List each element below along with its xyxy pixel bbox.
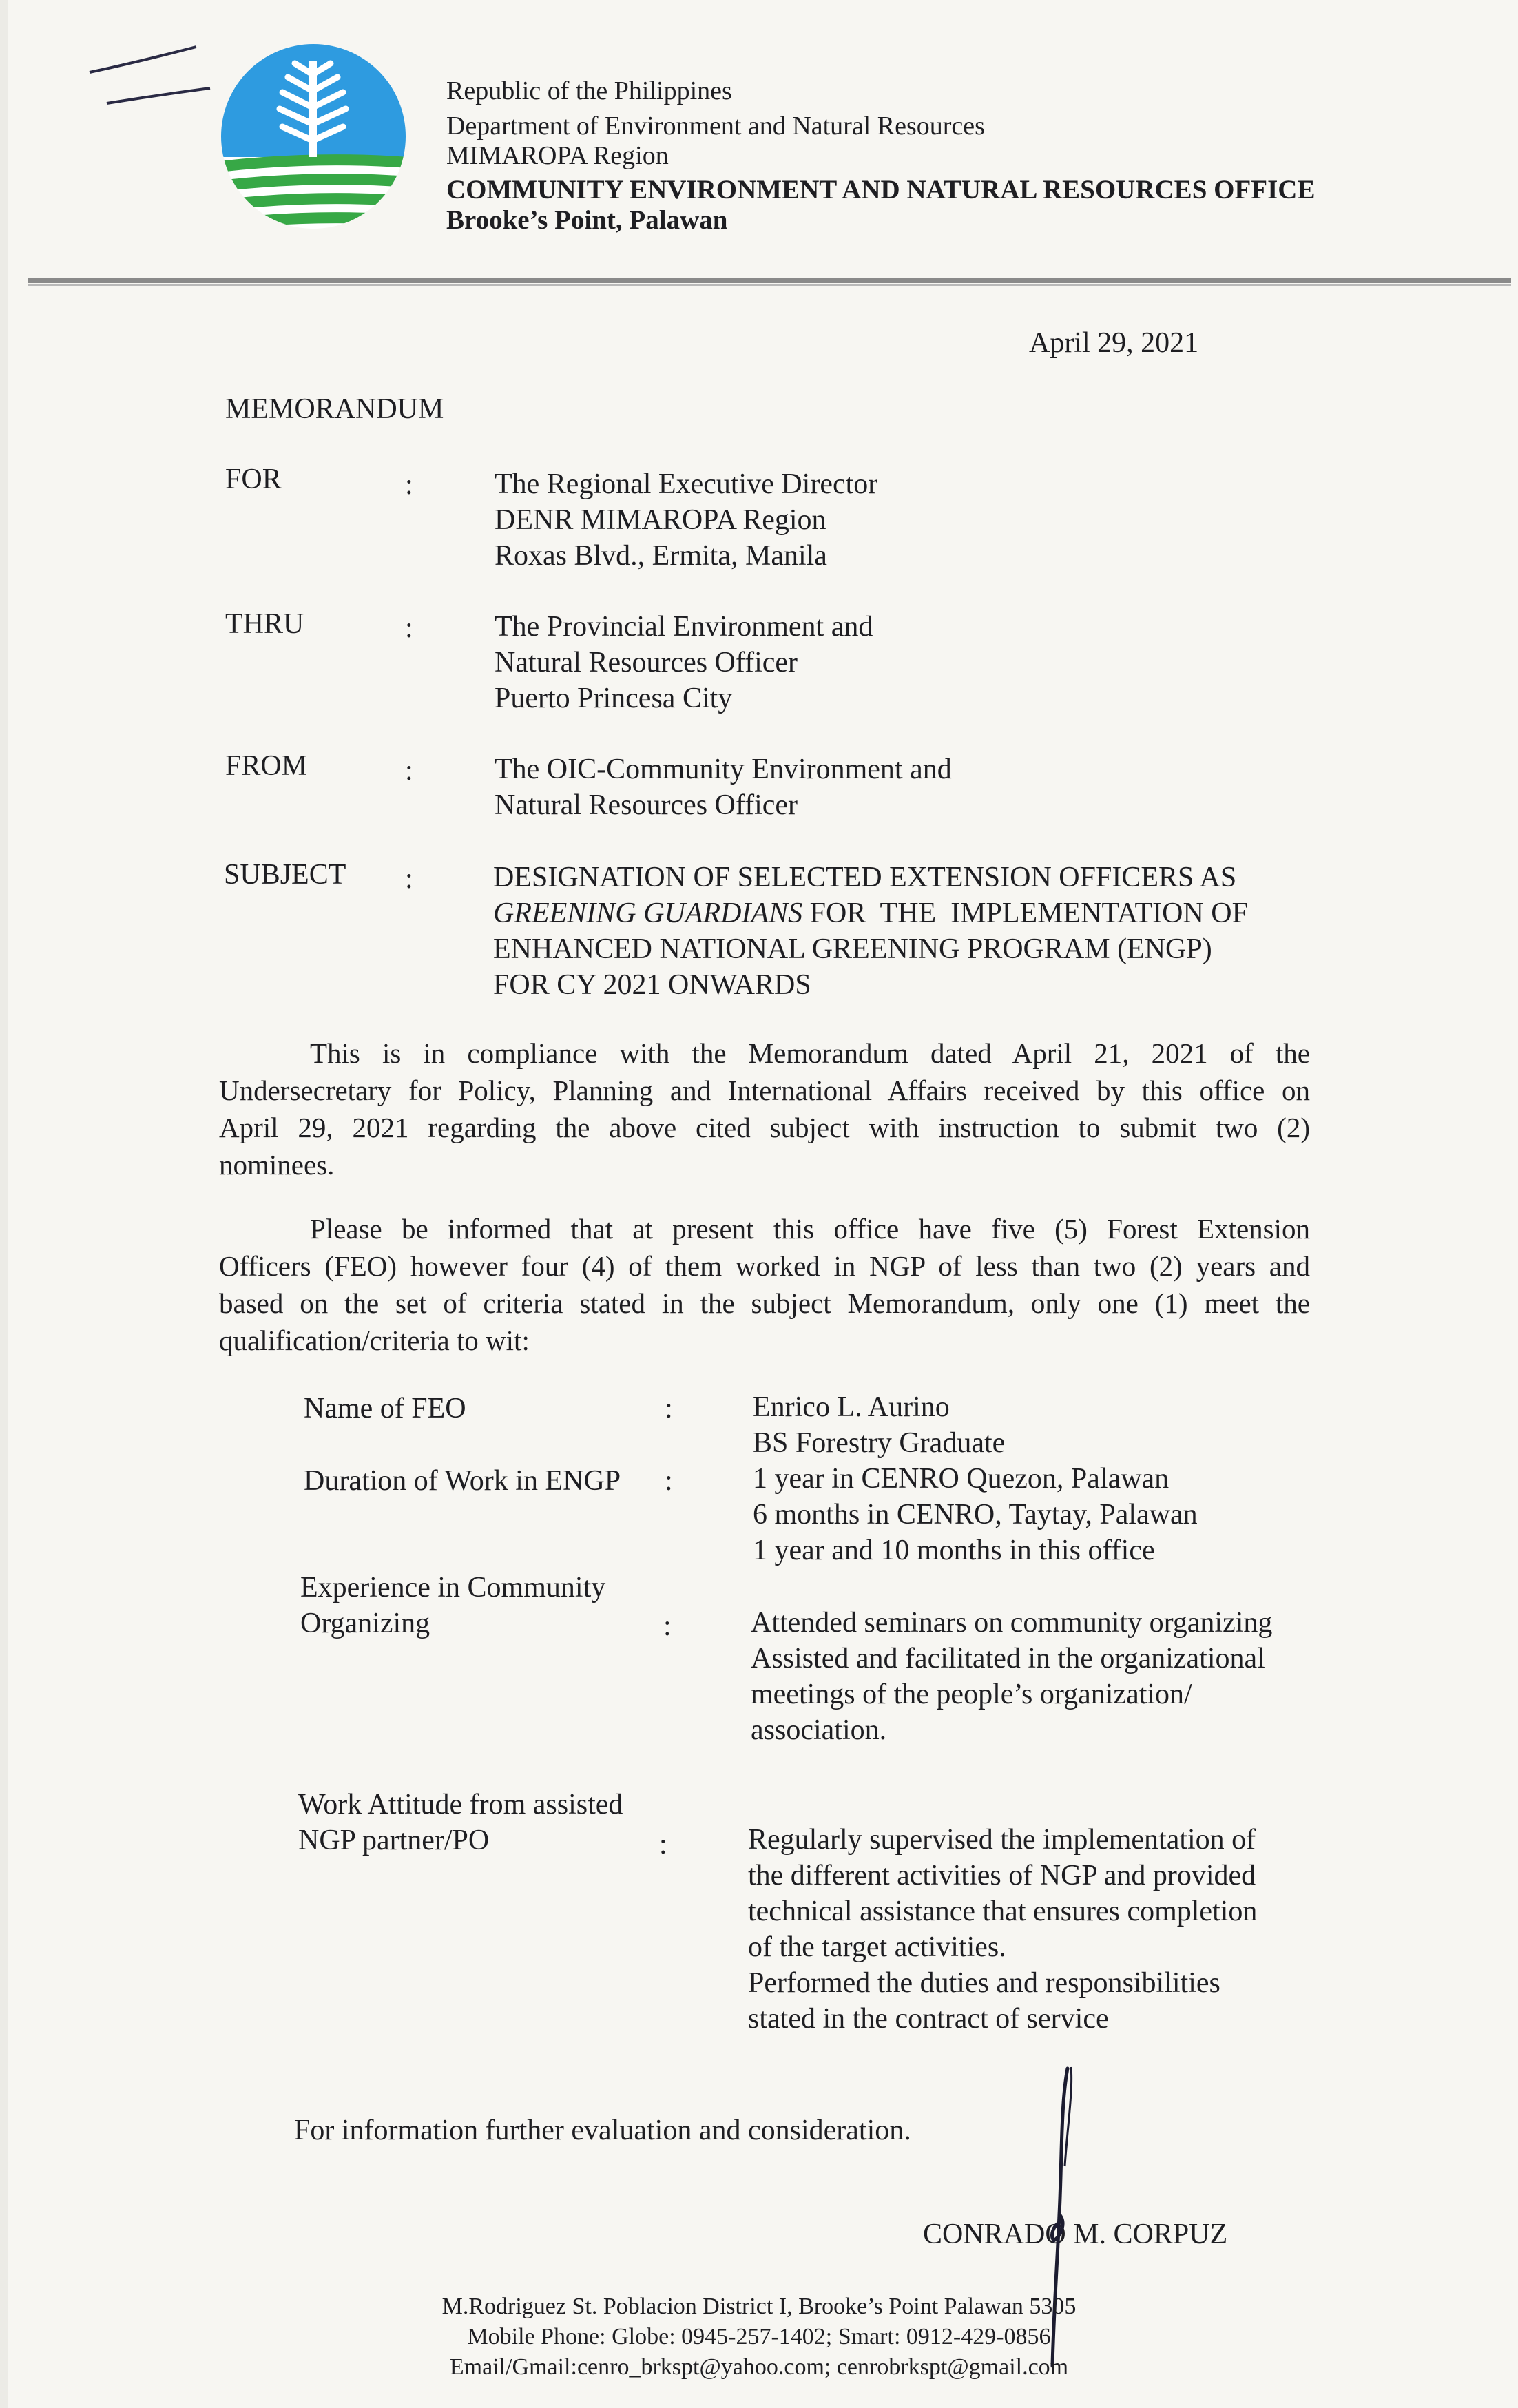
feo-attitude-label: Work Attitude from assisted bbox=[298, 1789, 623, 1820]
paragraph-1-line: nominees. bbox=[219, 1149, 335, 1181]
header-republic: Republic of the Philippines bbox=[446, 76, 732, 105]
subject-label: SUBJECT bbox=[224, 859, 346, 891]
for-line-1: The Regional Executive Director bbox=[495, 468, 878, 500]
for-line-2: DENR MIMAROPA Region bbox=[495, 504, 826, 536]
paragraph-compliance bbox=[219, 1035, 1310, 1183]
thru-line-1: The Provincial Environment and bbox=[495, 611, 873, 643]
subject-line-2-rest: FOR THE IMPLEMENTATION OF bbox=[802, 897, 1248, 929]
feo-attitude-line: stated in the contract of service bbox=[748, 2003, 1109, 2035]
page-edge-shadow bbox=[0, 0, 8, 2408]
for-colon: : bbox=[405, 469, 413, 501]
feo-experience-colon: : bbox=[663, 1610, 672, 1642]
feo-attitude-colon: : bbox=[659, 1829, 667, 1860]
paragraph-2-line: qualification/criteria to wit: bbox=[219, 1325, 530, 1356]
paragraph-1-line: This is in compliance with the Memorandum dated April 21, 2021 of the bbox=[310, 1037, 1310, 1069]
feo-attitude-line: the different activities of NGP and provided bbox=[748, 1860, 1256, 1891]
subject-line-1: DESIGNATION OF SELECTED EXTENSION OFFICERS AS bbox=[493, 862, 1237, 893]
header-rule-thin bbox=[28, 284, 1511, 286]
feo-experience-line: association. bbox=[751, 1714, 887, 1746]
signatory-name: CONRADO M. CORPUZ bbox=[923, 2219, 1228, 2250]
for-line-3: Roxas Blvd., Ermita, Manila bbox=[495, 540, 827, 572]
feo-duration-label: Duration of Work in ENGP bbox=[304, 1465, 621, 1497]
feo-attitude-label: NGP partner/PO bbox=[298, 1825, 490, 1856]
header-department: Department of Environment and Natural Resources bbox=[446, 112, 985, 141]
subject-line-4: FOR CY 2021 ONWARDS bbox=[493, 969, 811, 1001]
feo-name-colon: : bbox=[665, 1393, 673, 1424]
feo-name-label: Name of FEO bbox=[304, 1393, 466, 1424]
from-line-1: The OIC-Community Environment and bbox=[495, 754, 952, 785]
feo-experience-line: Attended seminars on community organizing bbox=[751, 1607, 1273, 1639]
feo-experience-line: meetings of the people’s organization/ bbox=[751, 1679, 1192, 1710]
from-line-2: Natural Resources Officer bbox=[495, 789, 798, 821]
paragraph-2-line: Officers (FEO) however four (4) of them worked in NGP of less than two (2) years and bbox=[219, 1250, 1310, 1282]
feo-attitude-line: Regularly supervised the implementation of bbox=[748, 1824, 1256, 1856]
handwritten-mark bbox=[83, 41, 220, 117]
thru-colon: : bbox=[405, 612, 413, 644]
memo-date: April 29, 2021 bbox=[1029, 327, 1199, 359]
subject-line-3: ENHANCED NATIONAL GREENING PROGRAM (ENGP) bbox=[493, 933, 1212, 965]
feo-experience-label: Experience in Community bbox=[300, 1572, 606, 1603]
thru-label: THRU bbox=[225, 608, 304, 640]
header-office: COMMUNITY ENVIRONMENT AND NATURAL RESOURCES OFFICE bbox=[446, 175, 1316, 205]
thru-line-3: Puerto Princesa City bbox=[495, 683, 733, 714]
feo-attitude-line: of the target activities. bbox=[748, 1931, 1006, 1963]
feo-name-value: Enrico L. Aurino bbox=[753, 1391, 950, 1423]
feo-duration-colon: : bbox=[665, 1465, 673, 1497]
paragraph-1-line: April 29, 2021 regarding the above cited subject with instruction to submit two (2) bbox=[219, 1112, 1310, 1143]
feo-experience-line: Assisted and facilitated in the organizational bbox=[751, 1643, 1265, 1674]
closing-line: For information further evaluation and consideration. bbox=[294, 2115, 911, 2146]
feo-duration-line: 1 year in CENRO Quezon, Palawan bbox=[753, 1463, 1169, 1495]
paragraph-2-line: based on the set of criteria stated in the subject Memorandum, only one (1) meet the bbox=[219, 1287, 1310, 1319]
footer-email: Email/Gmail:cenro_brkspt@yahoo.com; cenrobrkspt@gmail.com bbox=[449, 2354, 1069, 2380]
from-colon: : bbox=[405, 755, 413, 787]
thru-line-2: Natural Resources Officer bbox=[495, 647, 798, 678]
subject-colon: : bbox=[405, 863, 413, 895]
header-location: Brooke’s Point, Palawan bbox=[446, 205, 728, 235]
header-region: MIMAROPA Region bbox=[446, 141, 669, 170]
for-label: FOR bbox=[225, 464, 282, 495]
feo-attitude-line: technical assistance that ensures completion bbox=[748, 1896, 1258, 1927]
feo-attitude-line: Performed the duties and responsibilities bbox=[748, 1967, 1220, 1999]
memo-title: MEMORANDUM bbox=[225, 393, 444, 425]
subject-line-2 bbox=[493, 895, 1248, 931]
greening-guardians-italic: GREENING GUARDIANS bbox=[493, 897, 803, 929]
paragraph-1-line: Undersecretary for Policy, Planning and International Affairs received by this office on bbox=[219, 1075, 1310, 1106]
feo-degree-value: BS Forestry Graduate bbox=[753, 1427, 1006, 1459]
header-rule bbox=[28, 278, 1511, 283]
paragraph-2-line: Please be informed that at present this office have five (5) Forest Extension bbox=[310, 1213, 1310, 1245]
footer-phones: Mobile Phone: Globe: 0945-257-1402; Smart: 0912-429-0856 bbox=[467, 2324, 1051, 2349]
paragraph-informed bbox=[219, 1210, 1310, 1359]
denr-logo bbox=[219, 40, 408, 240]
feo-duration-line: 6 months in CENRO, Taytay, Palawan bbox=[753, 1499, 1198, 1530]
footer-address: M.Rodriguez St. Poblacion District I, Brooke’s Point Palawan 5305 bbox=[441, 2294, 1077, 2319]
feo-experience-label: Organizing bbox=[300, 1608, 430, 1639]
feo-duration-line: 1 year and 10 months in this office bbox=[753, 1535, 1155, 1566]
from-label: FROM bbox=[225, 750, 308, 782]
